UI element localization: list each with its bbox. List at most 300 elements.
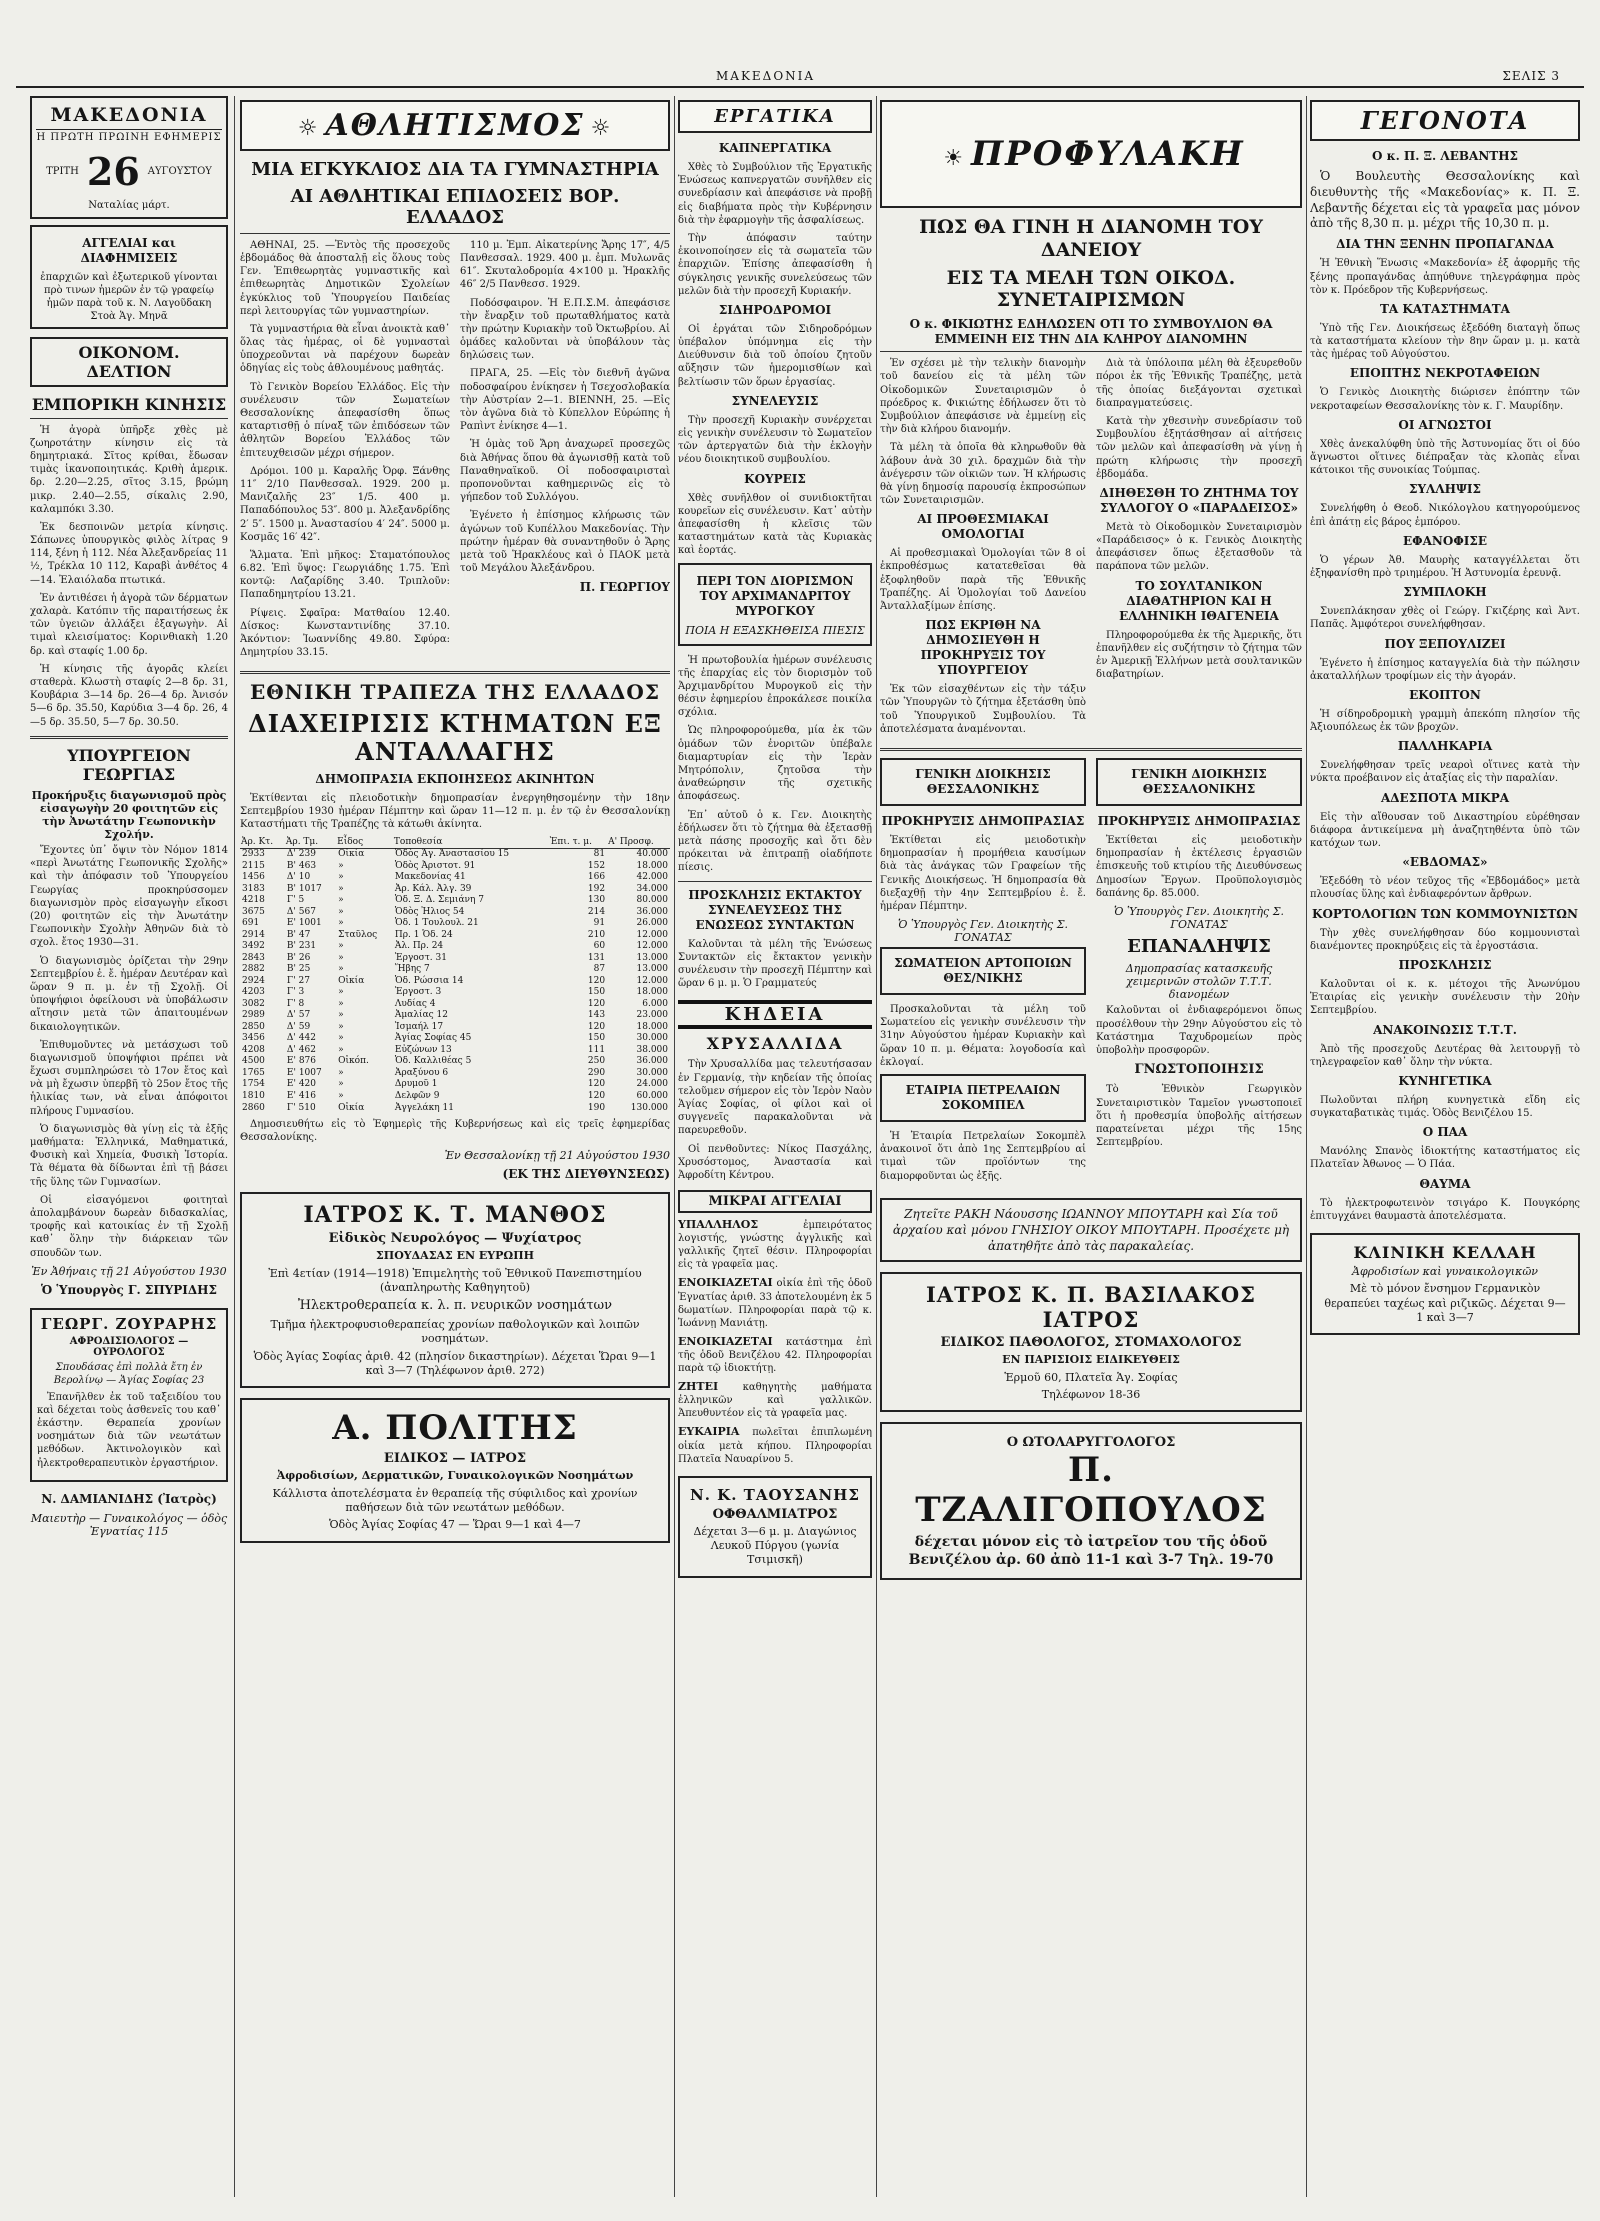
- table-cell: 26.000: [636, 918, 668, 929]
- table-cell: 1810: [242, 1090, 265, 1101]
- article-title: ΚΟΡΤΟΛΟΓΙΩΝ ΤΩΝ ΚΟΜΜΟΥΝΙΣΤΩΝ: [1312, 906, 1578, 921]
- column-4: [880, 96, 1302, 2197]
- table-cell: 1456: [242, 872, 265, 883]
- table-cell: Ἀγίας Σοφίας 45: [394, 1033, 472, 1044]
- table-row: [240, 1091, 670, 1103]
- article-paragraph: Ὁ γέρων Ἀθ. Μαυρὴς καταγγέλλεται ὅτι ἐξηφανίσθη πρὸ τριημέρου. Ἡ Ἀστυνομία ἐρευνᾷ.: [1310, 554, 1580, 579]
- ad-line: Δέχεται 3—6 μ. μ. Διαγώνιος Λευκοῦ Πύργου (γωνία Τσιμισκῆ): [693, 1524, 857, 1567]
- small-ad: [678, 1380, 872, 1420]
- table-cell: 18.000: [636, 987, 668, 998]
- table-row: [240, 895, 670, 907]
- article-paragraph: Δρόμοι. 100 μ. Καραλῆς Ὀρφ. Ξάνθης 11″ 2/10 Πανθεσσαλ. 1929. 200 μ. Μανιζαλῆς 23″ 1/5. 400 μ. Παπαδόπουλος 53″. 800 μ. Ἀλεξανδρίδης 2′ 5″. 1500 μ. Ἀναστασίου 4′ 24″. 5000 μ. Κοσμᾶς 16′ 42″.: [240, 465, 450, 543]
- table-header-cell: Α' Προσφ.: [607, 836, 670, 849]
- article-title: ΠΕΡΙ ΤΟΝ ΔΙΟΡΙΣΜΟΝ ΤΟΥ ΑΡΧΙΜΑΝΔΡΙΤΟΥ ΜΥΡΟΓΚΟΥ: [696, 573, 854, 618]
- article-title: ΕΠΟΠΤΗΣ ΝΕΚΡΟΤΑΦΕΙΩΝ: [1349, 366, 1541, 381]
- table-row: [240, 999, 670, 1011]
- notice-text: Προσκαλοῦνται τὰ μέλη τοῦ Σωματείου εἰς γενικὴν συνέλευσιν τὴν 31ην Αὐγούστου ἡμέραν Κυριακὴν καὶ ὥραν 10 π. μ. Θέματα: λογοδοσία καὶ ἐκλογαί.: [880, 1004, 1086, 1068]
- small-ad: [678, 1425, 872, 1465]
- notice-title-box: [880, 947, 1086, 995]
- table-row: [240, 1010, 670, 1022]
- article-paragraph: Χθὲς συνῆλθον οἱ συνιδιοκτῆται κουρεῖων εἰς συνέλευσιν. Κατ᾽ αὐτὴν ἀπεφασίσθη ἡ κλεῖσις τῶν καταστημάτων κατὰ τὰς Κυριακὰς καὶ ἑορτάς.: [678, 492, 872, 557]
- table-cell: 4208: [242, 1044, 265, 1055]
- section-title: ΓΕΓΟΝΟΤΑ: [1360, 106, 1530, 135]
- article-title: ΕΜΠΟΡΙΚΗ ΚΙΝΗΣΙΣ: [30, 395, 228, 418]
- table-cell: Γ' 3: [286, 987, 305, 998]
- article-paragraph: Συνελήφθη ὁ Θεοδ. Νικόλογλου κατηγορούμενος ἐπὶ ἀπάτῃ εἰς βάρος ἐμπόρου.: [1310, 503, 1580, 528]
- table-cell: 143: [587, 1010, 606, 1021]
- article-title: ΟΙ ΑΓΝΩΣΤΟΙ: [1398, 417, 1492, 432]
- table-cell: 23.000: [636, 1010, 668, 1021]
- table-cell: 2843: [242, 952, 265, 963]
- table-cell: Β' 26: [286, 952, 311, 963]
- article-paragraph: Εἰς τὴν αἴθουσαν τοῦ Δικαστηρίου εὑρέθησαν διάφορα ἀντικείμενα μὴ ἀναζητηθέντα ὑπὸ τῶν κατόχων των.: [1310, 811, 1580, 849]
- table-cell: 120: [587, 1079, 606, 1090]
- table-cell: 150: [587, 1033, 606, 1044]
- masthead-title: ΜΑΚΕΔΟΝΙΑ: [50, 104, 208, 126]
- article-paragraph: Συνεπλάκησαν χθὲς οἱ Γεώργ. Γκιζέρης καὶ Ἀντ. Παπᾶς. Ἀμφότεροι συνελήφθησαν.: [1310, 606, 1580, 631]
- article-paragraph: Μετὰ τὸ Οἰκοδομικὸν Συνεταιρισμὸν «Παράδεισος» ὁ κ. Γενικὸς Διοικητὴς ἀπεφάσισεν ὅπως ἐξετασθοῦν τὰ παράπονα τῶν μελῶν.: [1096, 521, 1302, 573]
- table-cell: Β' 1017: [286, 883, 322, 894]
- article-title: ΘΑΥΜΑ: [1419, 1176, 1471, 1191]
- column-5: [1310, 96, 1580, 2197]
- table-cell: »: [338, 941, 344, 952]
- table-cell: Γ' 5: [286, 895, 305, 906]
- column-rule: [876, 96, 877, 2197]
- table-cell: 2850: [242, 1021, 265, 1032]
- article-paragraph: Ὁ διαγωνισμὸς ὁρίζεται τὴν 29ην Σεπτεμβρίου ἐ. ἔ. ἡμέραν Δευτέραν καὶ ὥραν 9 π. μ. ἐν τῇ Σχολῇ. Οἱ ὑποψήφιοι ὀφείλουσι νὰ ὑποβάλωσιν αἴτησιν μετὰ τῶν ἀπαιτουμένων δικαιολογητικῶν.: [30, 955, 228, 1033]
- article-paragraph: Τὴν ἀπόφασιν ταύτην ἐκοινοποίησεν εἰς τὰ σωματεῖα τῶν ἐπαρχιῶν. Ἐπίσης ἀπεφασίσθη ἡ σύγκλησις γενικῆς συνελεύσεως τῶν μελῶν διὰ τὴν προσεχῆ Κυριακήν.: [678, 232, 872, 297]
- table-cell: 42.000: [636, 872, 668, 883]
- article-paragraph: Ἐξεδόθη τὸ νέον τεῦχος τῆς «Ἑβδομάδος» μετὰ πλουσίας ὕλης καὶ ἐνδιαφερόντων ἄρθρων.: [1310, 876, 1580, 901]
- article-title: «ΕΒΔΟΜΑΣ»: [1402, 855, 1488, 870]
- table-cell: Δ' 59: [286, 1021, 311, 1032]
- article-title: ΔΙΑ ΤΗΝ ΞΕΝΗΝ ΠΡΟΠΑΓΑΝΔΑ: [1336, 237, 1554, 252]
- date-number: 26: [86, 149, 140, 194]
- table-cell: Πρ. 1 Ὁδ. 24: [394, 929, 453, 940]
- table-cell: 250: [587, 1056, 606, 1067]
- table-cell: »: [338, 1079, 344, 1090]
- table-cell: 34.000: [636, 883, 668, 894]
- date-day: ΤΡΙΤΗ: [46, 166, 79, 177]
- notice-title: ΓΝΩΣΤΟΠΟΙΗΣΙΣ: [1134, 1062, 1264, 1078]
- article-title: Ο ΠΑΑ: [1422, 1125, 1468, 1140]
- table-cell: Ε' 420: [286, 1079, 317, 1090]
- table-cell: Β' 25: [286, 964, 311, 975]
- table-cell: Μακεδονίας 41: [394, 872, 466, 883]
- funeral-heading: ΚΗΔΕΙΑ: [678, 1000, 872, 1029]
- table-cell: 1754: [242, 1079, 265, 1090]
- article-paragraph: Ἀπὸ τῆς προσεχοῦς Δευτέρας θὰ λειτουργῇ τὸ τηλεγραφεῖον καθ᾽ ὅλην τὴν νύκτα.: [1310, 1043, 1580, 1068]
- ad-name: Ν. Κ. ΤΑΟΥΣΑΝΗΣ: [690, 1485, 860, 1504]
- article-title: ΚΟΥΡΕΙΣ: [744, 471, 806, 486]
- article-paragraph: Ἡ Ἐθνικὴ Ἕνωσις «Μακεδονία» ἐξ ἀφορμῆς τῆς ξένης προπαγάνδας ἀπηύθυνε τηλεγράφημα πρὸς τὸν κ. Πρόεδρον τῆς Κυβερνήσεως.: [1310, 258, 1580, 296]
- table-cell: 3456: [242, 1033, 265, 1044]
- table-header-cell: Ἀρ. Κτ.: [240, 836, 285, 849]
- table-cell: 30.000: [636, 1067, 668, 1078]
- table-cell: 131: [587, 952, 606, 963]
- ad-name: ΓΕΩΡΓ. ΖΟΥΡΑΡΗΣ: [40, 1314, 218, 1333]
- table-row: [240, 872, 670, 884]
- table-cell: »: [338, 860, 344, 871]
- table-cell: »: [338, 895, 344, 906]
- doctor-ad: [880, 1422, 1302, 1579]
- table-cell: Ἰσμαήλ 17: [394, 1021, 444, 1032]
- table-cell: Οἰκία: [338, 849, 365, 860]
- table-cell: 120: [587, 975, 606, 986]
- bank-date: Ἐν Θεσσαλονίκῃ τῇ 21 Αὐγούστου 1930: [444, 1149, 670, 1163]
- table-row: [240, 1033, 670, 1045]
- ad-name: Α. ΠΟΛΙΤΗΣ: [332, 1408, 578, 1449]
- notice-title: ΣΩΜΑΤΕΙΟΝ ΑΡΤΟΠΟΙΩΝ ΘΕΣ/ΝΙΚΗΣ: [894, 956, 1072, 986]
- table-cell: Γ' 8: [286, 998, 305, 1009]
- ad-role: Ἀφροδισίων καὶ γυναικολογικῶν: [1352, 1265, 1538, 1278]
- table-cell: 38.000: [636, 1044, 668, 1055]
- table-row: [240, 941, 670, 953]
- ad-line: Μὲ τὸ μόνον ἔνσημον Γερμανικὸν θεραπεύει ταχέως καὶ ριζικῶς. Δέχεται 9—1 καὶ 3—7: [1324, 1282, 1566, 1324]
- article-paragraph: Ἔχοντες ὑπ᾽ ὄψιν τὸν Νόμον 1814 «περὶ Ἀνωτάτης Γεωπονικῆς Σχολῆς» καὶ τὴν ἀπόφασιν τοῦ Ὑπουργείου Γεωργίας προκηρύσσομεν διαγωνισμὸν πρὸς εἰσαγωγὴν εἴκοσι (20) φοιτητῶν εἰς τὴν Ἀνωτάτην Γεωπονικὴν Σχολὴν Ἀθηνῶν διὰ τὸ σχολ. ἔτος 1930—31.: [30, 845, 228, 949]
- table-cell: Ὁδὸς Ἠλιος 54: [394, 906, 465, 917]
- table-row: [240, 849, 670, 861]
- article-signature: Ὁ Ὑπουργὸς Γ. ΣΠΥΡΙΔΗΣ: [41, 1282, 217, 1297]
- article-subtitle: ΠΩΣ ΕΚΡΙΘΗ ΝΑ ΔΗΜΟΣΙΕΥΘΗ Η ΠΡΟΚΗΡΥΞΙΣ ΤΟΥ ΥΠΟΥΡΓΕΙΟΥ: [920, 618, 1046, 678]
- article-paragraph: Τὸ Γενικὸν Βορείου Ἑλλάδος. Εἰς τὴν συνέλευσιν τῶν Σωματείων Θεσσαλονίκης ἀπεφασίσθη ὅπως καταρτισθῇ ὁ πίναξ τῶν ἐπιδόσεων τῶν ἀθλητῶν Βορείου Ἑλλάδος τῶν ἐπιτευχθεισῶν μέχρι σήμερον.: [240, 381, 450, 459]
- article-paragraph: Χθὲς τὸ Συμβούλιον τῆς Ἐργατικῆς Ἑνώσεως καπνεργατῶν συνῆλθεν εἰς συνεδρίασιν καὶ ἀπεφάσισε νὰ προβῇ εἰς διαβήματα πρὸς τὴν Κυβέρνησιν διὰ τὴν ἐφαρμογὴν τῆς ἀσφαλίσεως.: [678, 162, 872, 226]
- article-title: ΑΔΕΣΠΟΤΑ ΜΙΚΡΑ: [1380, 790, 1510, 805]
- article-subtitle: Προκήρυξις διαγωνισμοῦ πρὸς εἰσαγωγὴν 20 φοιτητῶν εἰς τὴν Ἀνωτάτην Γεωπονικὴν Σχολήν.: [31, 789, 227, 842]
- ad-role: ΕΙΔΙΚΟΣ — ΙΑΤΡΟΣ: [383, 1451, 527, 1467]
- article-subtitle: ΤΟ ΣΟΥΛΤΑΝΙΚΟΝ ΔΙΑΘΑΤΗΡΙΟΝ ΚΑΙ Η ΕΛΛΗΝΙΚΗ ΙΘΑΓΕΝΕΙΑ: [1119, 578, 1279, 623]
- article-title: ΥΠΟΥΡΓΕΙΟΝ ΓΕΩΡΓΙΑΣ: [67, 745, 191, 784]
- small-ads-heading: ΜΙΚΡΑΙ ΑΓΓΕΛΙΑΙ: [678, 1190, 872, 1213]
- table-cell: 2924: [242, 975, 265, 986]
- section-title-box: [30, 337, 228, 387]
- ad-line: Σπουδάσας ἐπὶ πολλὰ ἔτη ἐν Βερολίνῳ — Ἁγίας Σοφίας 23: [53, 1361, 205, 1386]
- article-paragraph: ΑΘΗΝΑΙ, 25. —Ἐντὸς τῆς προσεχοῦς ἑβδομάδος θὰ ἀποσταλῇ εἰς ὅλους τοὺς Γεν. Ἐπιθεωρητὰς γυμναστικῆς καὶ ἐπιθεωρητὰς Δημοτικῶν Σχολείων ἐγκύκλιος τοῦ Ὑπουργείου Παιδείας περὶ λειτουργίας τῶν γυμναστηρίων.: [240, 239, 450, 317]
- headline: ΑΙ ΑΘΛΗΤΙΚΑΙ ΕΠΙΔΟΣΕΙΣ ΒΟΡ. ΕΛΛΑΔΟΣ: [240, 186, 670, 234]
- section-banner: [240, 100, 670, 151]
- ad-line: Ἑρμοῦ 60, Πλατεῖα Ἁγ. Σοφίας: [1004, 1370, 1178, 1384]
- table-cell: 12.000: [636, 941, 668, 952]
- ads-notice-box: [30, 225, 228, 329]
- article-paragraph: Χθὲς ἀνεκαλύφθη ὑπὸ τῆς Ἀστυνομίας ὅτι οἱ δύο ἄγνωστοι οἵτινες διέπραξαν τὰς κλοπὰς εἶναι κάτοικοι τῆς συνοικίας Τούμπας.: [1310, 438, 1580, 477]
- ad-name: ΚΛΙΝΙΚΗ ΚΕΛΛΑΗ: [1353, 1243, 1537, 1262]
- article-paragraph: Ἡ ἀγορὰ ὑπῆρξε χθὲς μὲ ζωηροτάτην κίνησιν εἰς τὰ δημητριακά. Σῖτος κρίθαι, ἔδωσαν τιμὰς ἱκανοποιητικάς. Κριθὴ ἀμερικ. δρ. 2.20—2.25, σῖτος 3.15, βρώμη μικρ. 2.40—2.55, σίκαλις 2.90, καλαμπόκι 3.30.: [30, 424, 228, 515]
- divider: [678, 881, 872, 882]
- table-header-cell: Ἀρ. Τμ.: [285, 836, 336, 849]
- table-cell: Οἰκόπ.: [338, 1056, 369, 1067]
- doctor-ad: [240, 1192, 670, 1388]
- ad-role: Ο ΩΤΟΛΑΡΥΓΓΟΛΟΓΟΣ: [1006, 1435, 1176, 1451]
- table-cell: 130: [587, 895, 606, 906]
- ad-line: Τηλέφωνον 18-36: [1041, 1387, 1141, 1401]
- table-cell: 30.000: [636, 1033, 668, 1044]
- table-cell: Δρυμοῦ 1: [394, 1079, 438, 1090]
- table-cell: »: [338, 1044, 344, 1055]
- article-paragraph: Τὴν Χρυσαλλίδα μας τελευτήσασαν ἐν Γερμανίᾳ, τὴν κηδείαν τῆς ὁποίας τελοῦμεν σήμερον εἰς τὸν Ἱερὸν Ναὸν Ἁγίας Σοφίας, οἱ φίλοι καὶ οἱ συγγενεῖς παρακαλοῦνται νὰ παρευρεθοῦν.: [678, 1059, 872, 1137]
- table-cell: 80.000: [636, 895, 668, 906]
- section-title: ΕΡΓΑΤΙΚΑ: [714, 106, 836, 127]
- table-row: [240, 987, 670, 999]
- article-paragraph: Τὰ μέλη τὰ ὁποῖα θὰ κληρωθοῦν θὰ λάβουν ἀνὰ 30 χιλ. δραχμῶν διὰ τὴν ἀνέγερσιν τῶν οἰκιῶν των. Ἡ κλήρωσις θὰ γίνῃ δημοσίᾳ παρουσίᾳ ἐκπροσώπων τῶν Συνεταιρισμῶν.: [880, 442, 1086, 507]
- table-cell: 3082: [242, 998, 265, 1009]
- table-cell: 18.000: [636, 860, 668, 871]
- table-cell: 60: [593, 941, 606, 952]
- article-title: ΣΥΛΛΗΨΙΣ: [1408, 482, 1482, 497]
- table-cell: »: [338, 883, 344, 894]
- clinic-ad: [1310, 1233, 1580, 1335]
- table-cell: 120: [587, 1021, 606, 1032]
- table-cell: Ἀλ. Πρ. 24: [394, 941, 444, 952]
- table-cell: 130.000: [630, 1102, 668, 1113]
- article-paragraph: Πληροφορούμεθα ἐκ τῆς Ἀμερικῆς, ὅτι ἐπανῆλθεν εἰς συζήτησιν τὸ ζήτημα τῶν ἐν Ἀμερικῇ Ἑλλήνων μετὰ σουλτανικῶν διαβατηρίων.: [1096, 629, 1302, 681]
- notice-title: ΕΠΑΝΑΛΗΨΙΣ: [1127, 935, 1271, 957]
- table-row: [240, 1103, 670, 1115]
- table-cell: Ἀραξύνου 6: [394, 1067, 449, 1078]
- bank-intro: Ἐκτίθενται εἰς πλειοδοτικὴν δημοπρασίαν ἐνεργηθησομένην τὴν 18ην Σεπτεμβρίου 1930 ἡμέραν Πέμπτην καὶ ὥραν 11—12 π. μ. ἐν τῷ ἐν Θεσσαλονίκῃ Καταστήματι τῆς Τραπέζης τὰ κάτωθι ἀκίνητα.: [240, 792, 670, 830]
- table-cell: Ε' 416: [286, 1090, 317, 1101]
- notice-text: Ἐκτίθεται εἰς μειοδοτικὴν δημοπρασίαν ἡ προμήθεια καυσίμων διὰ τὰς ἀνάγκας τῶν Γραφείων τῆς Γενικῆς Διοικήσεως. Ἡ δημοπρασία θὰ διεξαχθῇ τὴν 4ην Σεπτεμβρίου ἐ. ἔ. ἡμέραν Πέμπτην.: [880, 834, 1086, 912]
- column-3: [678, 96, 872, 2197]
- article-title: ΣΥΜΠΛΟΚΗ: [1403, 585, 1487, 600]
- bank-subtitle-2: ΔΗΜΟΠΡΑΣΙΑ ΕΚΠΟΙΗΣΕΩΣ ΑΚΙΝΗΤΩΝ: [315, 771, 595, 786]
- article-subtitle: ΔΙΗΘΕΣΘΗ ΤΟ ΖΗΤΗΜΑ ΤΟΥ ΣΥΛΛΟΓΟΥ Ο «ΠΑΡΑΔΕΙΣΟΣ»: [1099, 485, 1299, 515]
- table-cell: Ε' 876: [286, 1056, 317, 1067]
- table-cell: 91: [593, 918, 606, 929]
- table-cell: 36.000: [636, 1056, 668, 1067]
- article-paragraph: Ὡς πληροφορούμεθα, μία ἐκ τῶν ὁμάδων τῶν ἐνοριτῶν ὑπέβαλε διαμαρτυρίαν εἰς τὴν Ἱερὰν Μητρόπολιν, ζητοῦσα τὴν ἀναθεώρησιν τῆς σχετικῆς ἀποφάσεως.: [678, 725, 872, 803]
- article-subtitle: ΑΙ ΠΡΟΘΕΣΜΙΑΚΑΙ ΟΜΟΛΟΓΙΑΙ: [917, 512, 1049, 542]
- table-row: [240, 1045, 670, 1057]
- table-cell: »: [338, 1021, 344, 1032]
- table-cell: 60.000: [636, 1090, 668, 1101]
- article-title: ΠΡΟΣΚΛΗΣΙΣ: [1398, 957, 1492, 972]
- article-paragraph: Ἅλματα. Ἐπὶ μῆκος: Σταματόπουλος 6.82. Ἐπὶ ὕψος: Γεωργιάδης 1.75. Ἐπὶ κοντῷ: Λαζαρίδης 3.40. Τριπλοῦν: Παπαδημητρίου 13.21.: [240, 549, 450, 601]
- saint-name: Ναταλίας μάρτ.: [88, 200, 170, 211]
- column-1: [30, 96, 228, 2197]
- table-row: [240, 907, 670, 919]
- table-cell: »: [338, 987, 344, 998]
- notice-title: ΕΤΑΙΡΙΑ ΠΕΤΡΕΛΑΙΩΝ ΣΟΚΟΜΠΕΛ: [905, 1083, 1061, 1112]
- table-cell: »: [338, 1090, 344, 1101]
- article-title: ΣΙΔΗΡΟΔΡΟΜΟΙ: [718, 302, 832, 317]
- bank-note: Δημοσιευθήτω εἰς τὸ Ἐφημερὶς τῆς Κυβερνήσεως καὶ εἰς τρεῖς ἐφημερίδας Θεσσαλονίκης.: [240, 1119, 670, 1144]
- ad-role: Εἰδικὸς Νευρολόγος — Ψυχίατρος: [328, 1231, 582, 1247]
- small-ad-text: κατάστημα ἐπὶ τῆς ὁδοῦ Βενιζέλου 42. Πληροφορίαι παρὰ τῷ ἰδιοκτήτῃ.: [678, 1336, 872, 1375]
- article-paragraph: 110 μ. Ἐμπ. Αἰκατερίνης Ἄρης 17″, 4/5 Πανθεσσαλ. 1929. 400 μ. ἐμπ. Μυλωνᾶς 61″. Σκυταλοδρομία 4×100 μ. Ἡρακλῆς 46″ 2/5 Πανθεσσ. 1929.: [460, 239, 670, 291]
- table-cell: Ἐργοστ. 3: [394, 987, 442, 998]
- ad-line: Κάλλιστα ἀποτελέσματα ἐν θεραπείᾳ τῆς σύφιλιδος καὶ χρονίων παθήσεων διὰ τῶν νεωτάτων μεθόδων.: [272, 1486, 638, 1514]
- table-cell: 166: [587, 872, 606, 883]
- masthead: [30, 96, 228, 219]
- article-body: [880, 357, 1302, 741]
- notice-subtitle: Δημοπρασίας κατασκευῆς χειμερινῶν στολῶν Τ.Τ.Τ. διανομέων: [1125, 962, 1273, 1002]
- section-banner: [1310, 100, 1580, 141]
- table-row: [240, 861, 670, 873]
- table-header-cell: Εἶδος: [336, 836, 393, 849]
- ad-line: ΣΠΟΥΔΑΣΑΣ ΕΝ ΕΥΡΩΠΗ: [376, 1249, 534, 1263]
- article-title: ΚΥΝΗΓΕΤΙΚΑ: [1398, 1073, 1492, 1088]
- table-cell: Οἰκία: [338, 1102, 365, 1113]
- notice-text: Τὸ Ἐθνικὸν Γεωργικὸν Συνεταιριστικὸν Ταμεῖον γνωστοποιεῖ ὅτι ἡ προθεσμία ὑποβολῆς αἰτήσεων παρατείνεται μέχρι τῆς 15ης Σεπτεμβρίου.: [1096, 1084, 1302, 1149]
- article-title: ΑΝΑΚΟΙΝΩΣΙΣ Τ.Τ.Τ.: [1373, 1022, 1517, 1037]
- table-cell: 210: [587, 929, 606, 940]
- ad-line: Τμῆμα ἠλεκτροφυσιοθεραπείας χρονίων παθολογικῶν καὶ λοιπῶν νοσημάτων.: [270, 1318, 640, 1346]
- article-title: ΠΑΛΛΗΚΑΡΙΑ: [1397, 739, 1493, 754]
- article-paragraph: ΠΡΑΓΑ, 25. —Εἰς τὸν διεθνῆ ἀγῶνα ποδοσφαίρου ἐνίκησεν ἡ Τσεχοσλοβακία τὴν Αὐστρίαν 2—1. ΒΙΕΝΝΗ, 25. —Εἰς τὸν ἀγῶνα διὰ τὸ Κύπελλον Εὐρώπης ἡ Ραπὶντ ἐνίκησε 4—1.: [460, 368, 670, 433]
- table-cell: Ὁδὸς Ἁγ. Ἀναστασίου 15: [394, 849, 510, 860]
- doctor-ad: [30, 1308, 228, 1482]
- notice-subtitle: ΠΡΟΚΗΡΥΞΙΣ ΔΗΜΟΠΡΑΣΙΑΣ: [1097, 813, 1301, 828]
- table-cell: Γ' 510: [286, 1102, 316, 1113]
- table-cell: 1765: [242, 1067, 265, 1078]
- ad-line: δέχεται μόνον εἰς τὸ ἰατρεῖον του τῆς ὁδοῦ Βενιζέλου ἀρ. 60 ἀπὸ 11-1 καὶ 3-7 Τηλ. 19-70: [908, 1534, 1274, 1569]
- table-cell: Ε' 1007: [286, 1067, 322, 1078]
- bank-title: ΕΘΝΙΚΗ ΤΡΑΠΕΖΑ ΤΗΣ ΕΛΛΑΔΟΣ: [250, 680, 660, 705]
- section-banner: [678, 100, 872, 133]
- notice-title-box: [1096, 758, 1302, 806]
- table-cell: 81: [593, 849, 606, 860]
- paper-name: ΜΑΚΕΔΟΝΙΑ: [716, 69, 816, 83]
- article-paragraph: Ἡ σίδηροδρομικὴ γραμμὴ ἀπεκόπη πλησίον τῆς Ἀξιουπόλεως ἐκ τῶν βροχῶν.: [1310, 708, 1580, 734]
- headline: ΜΙΑ ΕΓΚΥΚΛΙΟΣ ΔΙΑ ΤΑ ΓΥΜΝΑΣΤΗΡΙΑ: [251, 159, 659, 180]
- small-ad: [678, 1335, 872, 1375]
- small-ad-heading: ΕΝΟΙΚΙΑΖΕΤΑΙ: [678, 1276, 773, 1290]
- article-paragraph: Συνελήφθησαν τρεῖς νεαροὶ οἵτινες κατὰ τὴν νύκτα προέβαινον εἰς ἀταξίας εἰς τὴν παραλίαν.: [1310, 760, 1580, 785]
- table-cell: 691: [242, 918, 260, 929]
- section-title: ΠΡΟΦΥΛΑΚΗ: [971, 134, 1245, 174]
- ad-line: ΕΝ ΠΑΡΙΣΙΟΙΣ ΕΙΔΙΚΕΥΘΕΙΣ: [1002, 1353, 1180, 1367]
- bank-signature: (ΕΚ ΤΗΣ ΔΙΕΥΘΥΝΣΕΩΣ): [502, 1167, 670, 1182]
- subheadline: Ο κ. ΦΙΚΙΩΤΗΣ ΕΔΗΛΩΣΕΝ ΟΤΙ ΤΟ ΣΥΜΒΟΥΛΙΟΝ ΘΑ ΕΜΜΕΙΝΗ ΕΙΣ ΤΗΝ ΔΙΑ ΚΛΗΡΟΥ ΔΙΑΝΟΜΗΝ: [880, 317, 1302, 352]
- column-rule: [674, 96, 675, 2197]
- notice-subtitle: ΠΡΟΚΗΡΥΞΙΣ ΔΗΜΟΠΡΑΣΙΑΣ: [881, 813, 1085, 828]
- article-subtitle: ΠΟΙΑ Η ΕΞΑΣΚΗΘΕΙΣΑ ΠΙΕΣΙΣ: [685, 623, 865, 637]
- table-cell: Ἐργοστ. 31: [394, 952, 447, 963]
- article-paragraph: Ποδόσφαιρον. Ἡ Ε.Π.Σ.Μ. ἀπεφάσισε τὴν ἔναρξιν τοῦ πρωταθλήματος κατὰ τὴν πρώτην Κυριακὴν τοῦ Ὀκτωβρίου. Αἱ ὁμάδες καλοῦνται νὰ ὑποβάλουν τὰς δηλώσεις των.: [460, 297, 670, 362]
- small-ad: [678, 1218, 872, 1271]
- article-paragraph: Τὴν προσεχῆ Κυριακὴν συνέρχεται εἰς γενικὴν συνέλευσιν τὸ Σωματεῖον τῶν ἀρτεργατῶν διὰ τὴν ἐκλογὴν νέου διοικητικοῦ συμβουλίου.: [678, 414, 872, 466]
- table-row: [240, 976, 670, 988]
- table-cell: Ὁδ. 1 Τουλουλ. 21: [394, 918, 479, 929]
- notice-title-box: [880, 758, 1086, 806]
- small-ad-heading: ΕΥΚΑΙΡΙΑ: [678, 1425, 740, 1439]
- ad-name: Π. ΤΖΑΛΙΓΟΠΟΥΛΟΣ: [915, 1450, 1267, 1531]
- section-banner: [880, 100, 1302, 208]
- notice-signature: Ὁ Ὑπουργὸς Γεν. Διοικητὴς Σ. ΓΟΝΑΤΑΣ: [1114, 904, 1284, 931]
- article-paragraph: Ρίψεις. Σφαῖρα: Ματθαίου 12.40. Δίσκος: Κωνσταντινίδης 37.10. Ἀκόντιον: Ἰωαννίδης 49.80. Σφύρα: Δημητρίου 33.15.: [240, 607, 450, 659]
- table-header-cell: Ἐπι. τ. μ.: [549, 836, 607, 849]
- table-cell: Δ' 239: [286, 849, 316, 860]
- ad-name: ΙΑΤΡΟΣ Κ. Τ. ΜΑΝΘΟΣ: [303, 1202, 607, 1229]
- section-title: ΟΙΚΟΝΟΜ. ΔΕΛΤΙΟΝ: [78, 343, 180, 382]
- table-cell: Ὁδὸς Ἀριστοτ. 91: [394, 860, 476, 871]
- article-paragraph: Ἐν σχέσει μὲ τὴν τελικὴν διανομὴν τοῦ δανείου εἰς τὰ μέλη τῶν Οἰκοδομικῶν Συνεταιρισμῶν ὁ πρόεδρος κ. Φικιώτης ἐδήλωσεν ὅτι τὸ Συμβούλιον ἀπεφάσισε νὰ ἐμμείνῃ εἰς τὴν διὰ κλήρου διανομήν.: [880, 358, 1086, 436]
- column-rule: [1306, 96, 1307, 2197]
- small-ad-text: πωλεῖται ἐπιπλωμένη οἰκία μετὰ κήπου. Πληροφορίαι Πλατεῖα Ναυαρίνου 5.: [678, 1427, 872, 1465]
- notices: [880, 758, 1302, 1188]
- table-cell: 3183: [242, 883, 265, 894]
- table-cell: Δελφῶν 9: [394, 1090, 440, 1101]
- table-cell: 4500: [242, 1056, 265, 1067]
- table-cell: 36.000: [636, 906, 668, 917]
- ad-line: Ὁδὸς Ἁγίας Σοφίας ἀριθ. 42 (πλησίον δικαστηρίων). Δέχεται Ὥραι 9—1 καὶ 3—7 (Τηλέφωνον ἀριθ. 272): [253, 1349, 657, 1378]
- table-cell: 111: [587, 1044, 606, 1055]
- table-cell: 120: [587, 1090, 606, 1101]
- article-title: Ο κ. Π. Ξ. ΛΕΒΑΝΤΗΣ: [1371, 149, 1519, 163]
- small-ad-text: οἰκία ἐπὶ τῆς ὁδοῦ Ἐγνατίας ἀριθ. 33 ἀποτελουμένη ἐκ 5 δωματίων. Πληροφορίαι παρὰ τῷ κ. Ἰωάννῃ Μανιάτῃ.: [678, 1278, 872, 1329]
- notice-title: ΓΕΝΙΚΗ ΔΙΟΙΚΗΣΙΣ ΘΕΣΣΑΛΟΝΙΚΗΣ: [915, 766, 1051, 796]
- doctor-ad: [240, 1398, 670, 1542]
- table-cell: 4218: [242, 895, 265, 906]
- table-cell: 2860: [242, 1102, 265, 1113]
- small-ad-heading: ΖΗΤΕΙ: [678, 1380, 719, 1394]
- article-paragraph: Τὰ γυμναστήρια θὰ εἶναι ἀνοικτὰ καθ᾽ ὅλας τὰς ἡμέρας, οἱ δὲ γυμνασταὶ ὑποχρεοῦνται νὰ παρέχουν δωρεὰν ὁδηγίας εἰς τοὺς ἀθλουμένους μαθητάς.: [240, 323, 450, 375]
- article-title: ΠΟΥ ΞΕΠΟΥΛΙΖΕΙ: [1384, 636, 1506, 651]
- article-title: ΕΚΟΠΤΟΝ: [1409, 687, 1481, 702]
- article-paragraph: Ἡ ὁμὰς τοῦ Ἄρη ἀναχωρεῖ προσεχῶς διὰ Ἀθήνας ὅπου θὰ ἀγωνισθῇ κατὰ τοῦ Παναθηναϊκοῦ. Οἱ ποδοσφαιρισταὶ προπονοῦνται καθημερινῶς εἰς τὸ γήπεδον τοῦ Συλλόγου.: [460, 439, 670, 504]
- article-paragraph: Κατὰ τὴν χθεσινὴν συνεδρίασιν τοῦ Συμβουλίου ἐξητάσθησαν αἱ αἰτήσεις τῶν μελῶν καὶ ἀπεφασίσθη νὰ γίνῃ ἡ πρώτη κλήρωσις τὴν προσεχῆ ἑβδομάδα.: [1096, 415, 1302, 480]
- ad-line: Ἐπὶ 4ετίαν (1914—1918) Ἐπιμελητὴς τοῦ Ἐθνικοῦ Πανεπιστημίου (ἀναπληρωτὴς Καθηγητοῦ): [268, 1266, 642, 1294]
- table-cell: Λυδίας 4: [394, 998, 436, 1009]
- article-paragraph: Οἱ πενθοῦντες: Νίκος Πασχάλης, Χρυσόστομος, Ἀναστασία καὶ Ἀφροδίτη Κέντρου.: [678, 1143, 872, 1181]
- table-cell: Δ' 567: [286, 906, 316, 917]
- headline: ΕΙΣ ΤΑ ΜΕΛΗ ΤΩΝ ΟΙΚΟΔ. ΣΥΝΕΤΑΙΡΙΣΜΩΝ: [946, 266, 1236, 312]
- table-cell: »: [338, 1033, 344, 1044]
- small-ad-text: καθηγητὴς μαθήματα ἑλληνικῶν καὶ γαλλικῶν. Ἀπευθυντέον εἰς τὰ γραφεῖα μας.: [678, 1382, 872, 1420]
- table-cell: 4203: [242, 987, 265, 998]
- table-cell: Β' 47: [286, 929, 311, 940]
- table-row: [240, 964, 670, 976]
- divider: [30, 736, 228, 739]
- table-cell: 2115: [242, 860, 265, 871]
- article-paragraph: Ὁ Γενικὸς Διοικητὴς διώρισεν ἐπόπτην τῶν νεκροταφείων Θεσσαλονίκης τὸν κ. Γ. Μαυρίδην.: [1310, 387, 1580, 412]
- column-2: [240, 96, 670, 2197]
- table-row: [240, 1056, 670, 1068]
- article-paragraph: Πωλοῦνται πλήρη κυνηγετικὰ εἴδη εἰς συγκαταβατικὰς τιμάς. Ὁδὸς Βενιζέλου 15.: [1310, 1094, 1580, 1120]
- article-title: ΤΑ ΚΑΤΑΣΤΗΜΑΤΑ: [1380, 301, 1510, 316]
- article-paragraph: Μανόλης Σπανὸς ἰδιοκτήτης καταστήματος εἰς Πλατεῖαν Ἀθωνος — Ὁ Πάα.: [1310, 1146, 1580, 1171]
- ad-line: Ἀφροδισίων, Δερματικῶν, Γυναικολογικῶν Νοσημάτων: [276, 1469, 634, 1483]
- table-cell: 3492: [242, 941, 265, 952]
- article-paragraph: Ἡ πρωτοβουλία ἡμέρων συνέλευσις τῆς ἐπαρχίας εἰς τὸν διορισμὸν τοῦ Ἀρχιμανδρίτου Μυρογκοῦ εἰς τὴν θέσιν ἐφημερίου ἐπροκάλεσε ποικίλα σχόλια.: [678, 654, 872, 719]
- table-cell: Δ' 462: [286, 1044, 316, 1055]
- table-cell: 12.000: [636, 929, 668, 940]
- article-paragraph: Ἐγένετο ἡ ἐπίσημος κλήρωσις τῶν ἀγώνων τοῦ Κυπέλλου Μακεδονίας. Τὴν πρώτην ἡμέραν θὰ συναντηθοῦν ὁ Ἄρης μετὰ τοῦ Ἡρακλέους καὶ ὁ ΠΑΟΚ μετὰ τοῦ Μεγάλου Ἀλεξάνδρου.: [460, 510, 670, 575]
- table-cell: Ε' 1001: [286, 918, 322, 929]
- article-paragraph: Τὸ ἠλεκτροφωτεινὸν τσιγάρο Κ. Πουγκόρης ἐπιτυγχάνει θαυμαστὰ ἀποτελέσματα.: [1310, 1197, 1580, 1222]
- doctor-ad: [678, 1476, 872, 1578]
- small-ad-heading: ΕΝΟΙΚΙΑΖΕΤΑΙ: [678, 1334, 773, 1348]
- table-cell: 40.000: [636, 849, 668, 860]
- table-row: [240, 953, 670, 965]
- table-cell: Ἥβης 7: [394, 964, 430, 975]
- masthead-subtitle: Η ΠΡΩΤΗ ΠΡΩΙΝΗ ΕΦΗΜΕΡΙΣ: [36, 129, 222, 143]
- notice-text: Ἡ Ἑταιρία Πετρελαίων Σοκομπὲλ ἀνακοινοῖ ὅτι ἀπὸ 1ης Σεπτεμβρίου αἱ τιμαὶ τῶν προϊόντων της διαμορφοῦνται ὡς ἑξῆς.: [880, 1131, 1086, 1182]
- table-cell: Β' 231: [286, 941, 317, 952]
- ad-line: Μαιευτὴρ — Γυναικολόγος — ὁδὸς Ἐγνατίας 115: [30, 1511, 228, 1538]
- date-box: [36, 149, 222, 194]
- ad-role: ΟΦΘΑΛΜΙΑΤΡΟΣ: [712, 1506, 838, 1522]
- raki-ad: Ζητεῖτε ΡΑΚΗ Νάουσσης ΙΩΑΝΝΟΥ ΜΠΟΥΤΑΡΗ καὶ Σία τοῦ ἀρχαίου καὶ μόνου ΓΝΗΣΙΟΥ ΟΙΚΟΥ ΜΠΟΥΤΑΡΗ. Προσέχετε μὴ ἀπατηθῆτε ἀπὸ τὰς παρακαλείας.: [880, 1198, 1302, 1263]
- ads-notice-title: ΑΓΓΕΛΙΑΙ και ΔΙΑΦΗΜΙΣΕΙΣ: [80, 236, 178, 265]
- divider: [240, 671, 670, 674]
- article-title: ΣΥΝΕΛΕΥΣΙΣ: [731, 393, 819, 408]
- ad-name: ΙΑΤΡΟΣ Κ. Π. ΒΑΣΙΛΑΚΟΣ ΙΑΤΡΟΣ: [925, 1282, 1256, 1333]
- ad-line: Ἠλεκτροθεραπεία κ. λ. π. νευρικῶν νοσημάτων: [297, 1298, 613, 1314]
- table-cell: Δ' 442: [286, 1033, 316, 1044]
- section-title: ΑΘΛΗΤΙΣΜΟΣ: [325, 108, 585, 143]
- table-cell: »: [338, 872, 344, 883]
